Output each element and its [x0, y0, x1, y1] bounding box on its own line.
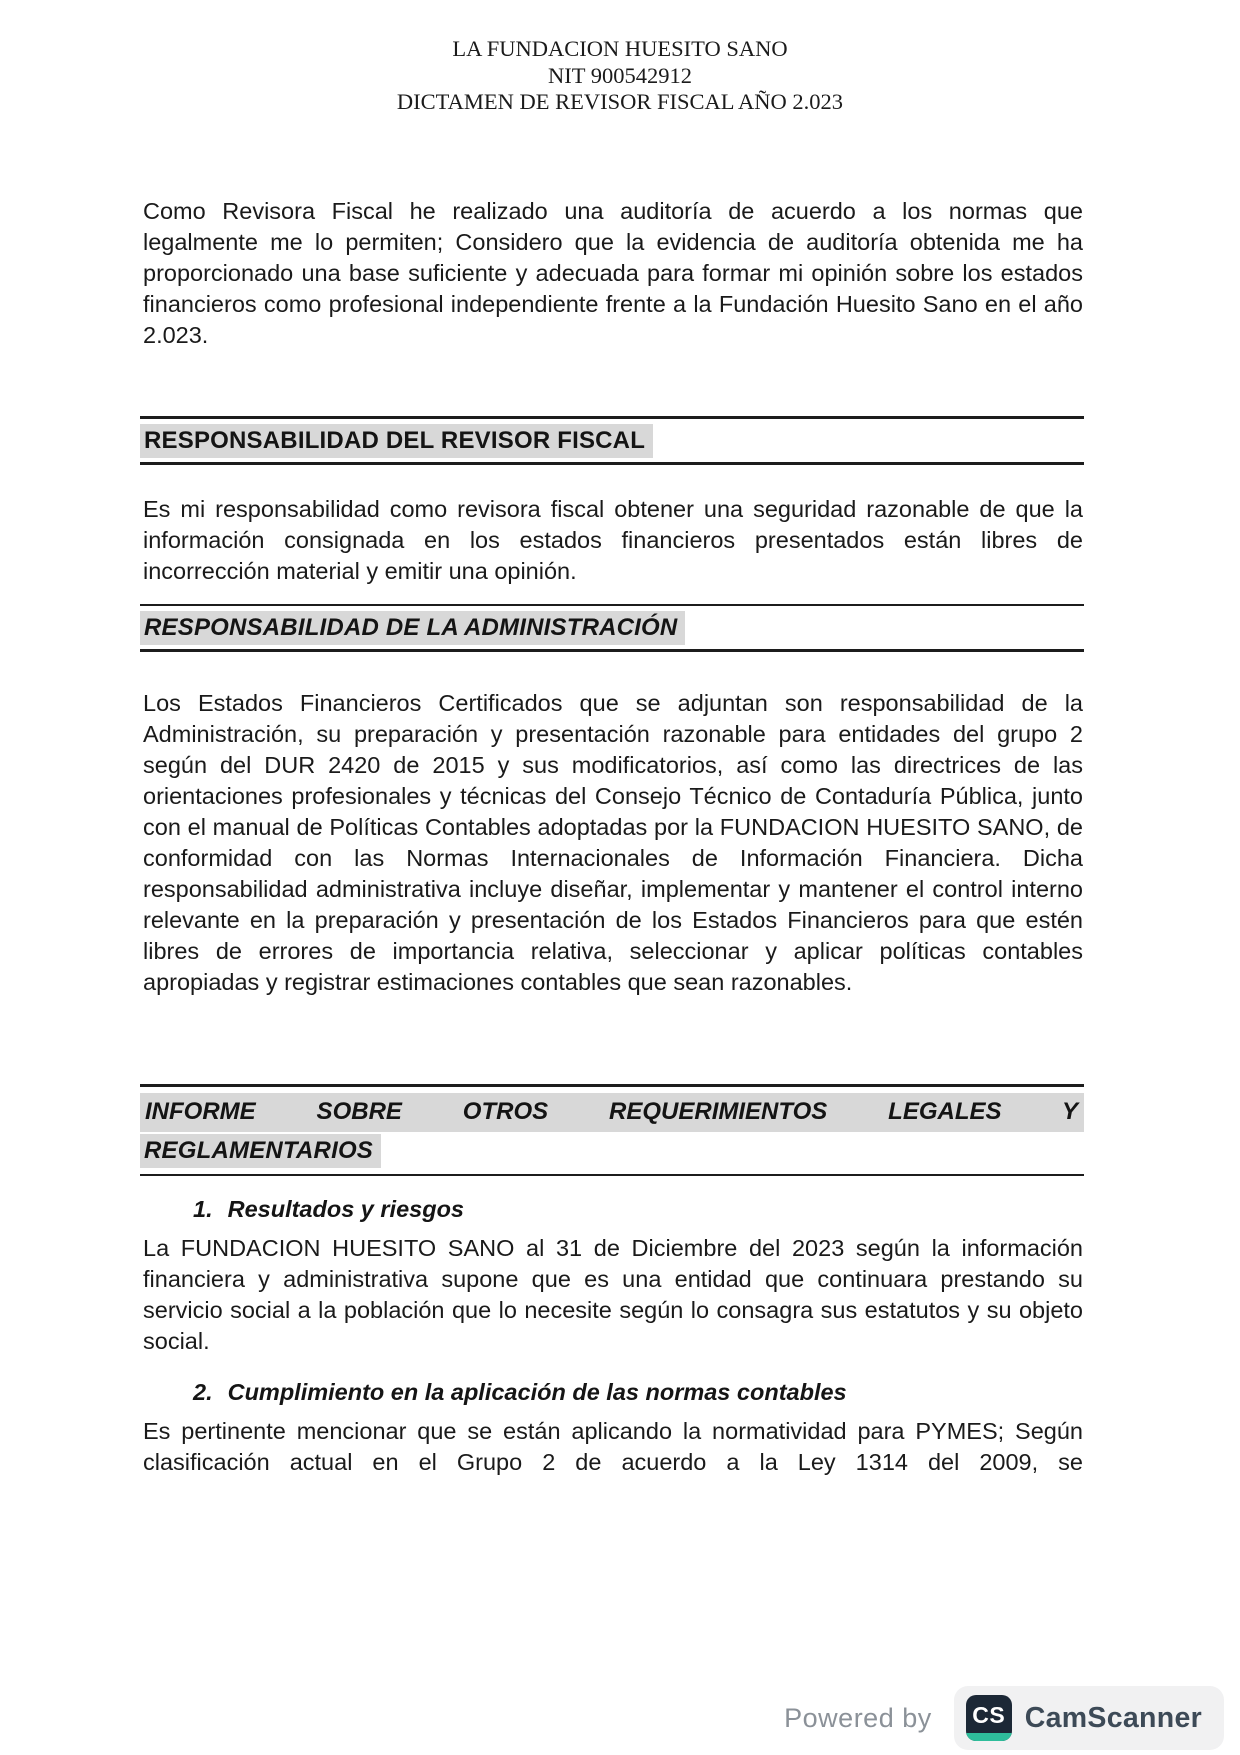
- divider-line: [140, 649, 1084, 652]
- document-title: DICTAMEN DE REVISOR FISCAL AÑO 2.023: [396, 89, 844, 114]
- item-1-block: [143, 1196, 1083, 1225]
- intro-paragraph: Como Revisora Fiscal he realizado una auditoría de acuerdo a los normas que legalmente me lo permiten; Considero que la evidencia de auditoría obtenida me ha proporcionado una base suficiente y adecuada para formar mi opinión sobre los estados financieros como profesional independiente frente a la Fundación Huesito Sano en el año 2.023.: [143, 198, 1083, 348]
- item-1-title: [143, 1196, 1083, 1223]
- document-header: [0, 36, 1240, 116]
- item-2-block: [143, 1379, 1083, 1408]
- intro-paragraph-block: [143, 196, 1083, 351]
- informe-heading-line2: REGLAMENTARIOS: [140, 1134, 381, 1168]
- camscanner-brand-label: CamScanner: [1024, 1701, 1202, 1734]
- org-nit: NIT 900542912: [548, 62, 692, 88]
- org-name: LA FUNDACION HUESITO SANO: [452, 36, 788, 61]
- item-2-title-text: Cumplimiento en la aplicación de las normas contables: [227, 1379, 847, 1405]
- divider-line: [140, 462, 1084, 465]
- item-2-body: Es pertinente mencionar que se están aplicando la normatividad para PYMES; Según clasificación actual en el Grupo 2 de acuerdo a la Ley 1314 del 2009, se: [143, 1418, 1083, 1475]
- item-2-title: [143, 1379, 1083, 1406]
- informe-heading-line1: INFORME SOBRE OTROS REQUERIMIENTOS LEGALES Y: [140, 1093, 1084, 1132]
- powered-by-label: Powered by: [784, 1702, 932, 1733]
- section-heading-label: RESPONSABILIDAD DEL REVISOR FISCAL: [140, 424, 653, 458]
- item-1-number: 1.: [193, 1196, 213, 1222]
- section-heading-label: RESPONSABILIDAD DE LA ADMINISTRACIÓN: [140, 611, 685, 645]
- item-1-body-block: [143, 1233, 1083, 1357]
- section-heading-informe: [140, 1084, 1084, 1176]
- camscanner-badge: [954, 1686, 1224, 1750]
- section-heading-revisor-fiscal: [140, 416, 1084, 465]
- section-administracion-body-block: [143, 688, 1083, 998]
- camscanner-watermark: [784, 1686, 1224, 1750]
- section-body: Es mi responsabilidad como revisora fiscal obtener una seguridad razonable de que la información consignada en los estados financieros presentados están libres de incorrección material y emitir una opinión.: [143, 496, 1083, 584]
- camscanner-icon-strip: [966, 1733, 1012, 1741]
- item-2-body-block: [143, 1416, 1083, 1478]
- item-2-number: 2.: [193, 1379, 213, 1405]
- section-body: Los Estados Financieros Certificados que se adjuntan son responsabilidad de la Administración, su preparación y presentación razonable para entidades del grupo 2 según del DUR 2420 de 2015 y sus modificatorios, así como las directrices de las orientaciones profesionales y técnicas del Consejo Técnico de Contaduría Pública, junto con el manual de Políticas Contables adoptadas por la FUNDACION HUESITO SANO, de conformidad con las Normas Internacionales de Información Financiera. Dicha responsabilidad administrativa incluye diseñar, implementar y mantener el control interno relevante en la preparación y presentación de los Estados Financieros para que estén libres de errores de importancia relativa, seleccionar y aplicar políticas contables apropiadas y registrar estimaciones contables que sean razonables.: [143, 690, 1083, 995]
- section-revisor-fiscal-body-block: [143, 494, 1083, 587]
- item-1-title-text: Resultados y riesgos: [227, 1196, 464, 1222]
- divider-line: [140, 1174, 1084, 1176]
- camscanner-icon-text: CS: [972, 1701, 1006, 1728]
- section-heading-administracion: [140, 604, 1084, 652]
- item-1-body: La FUNDACION HUESITO SANO al 31 de Diciembre del 2023 según la información financiera y administrativa supone que es una entidad que continuara prestando su servicio social a la población que lo necesite según lo consagra sus estatutos y su objeto social.: [143, 1235, 1083, 1354]
- camscanner-icon: [966, 1695, 1012, 1741]
